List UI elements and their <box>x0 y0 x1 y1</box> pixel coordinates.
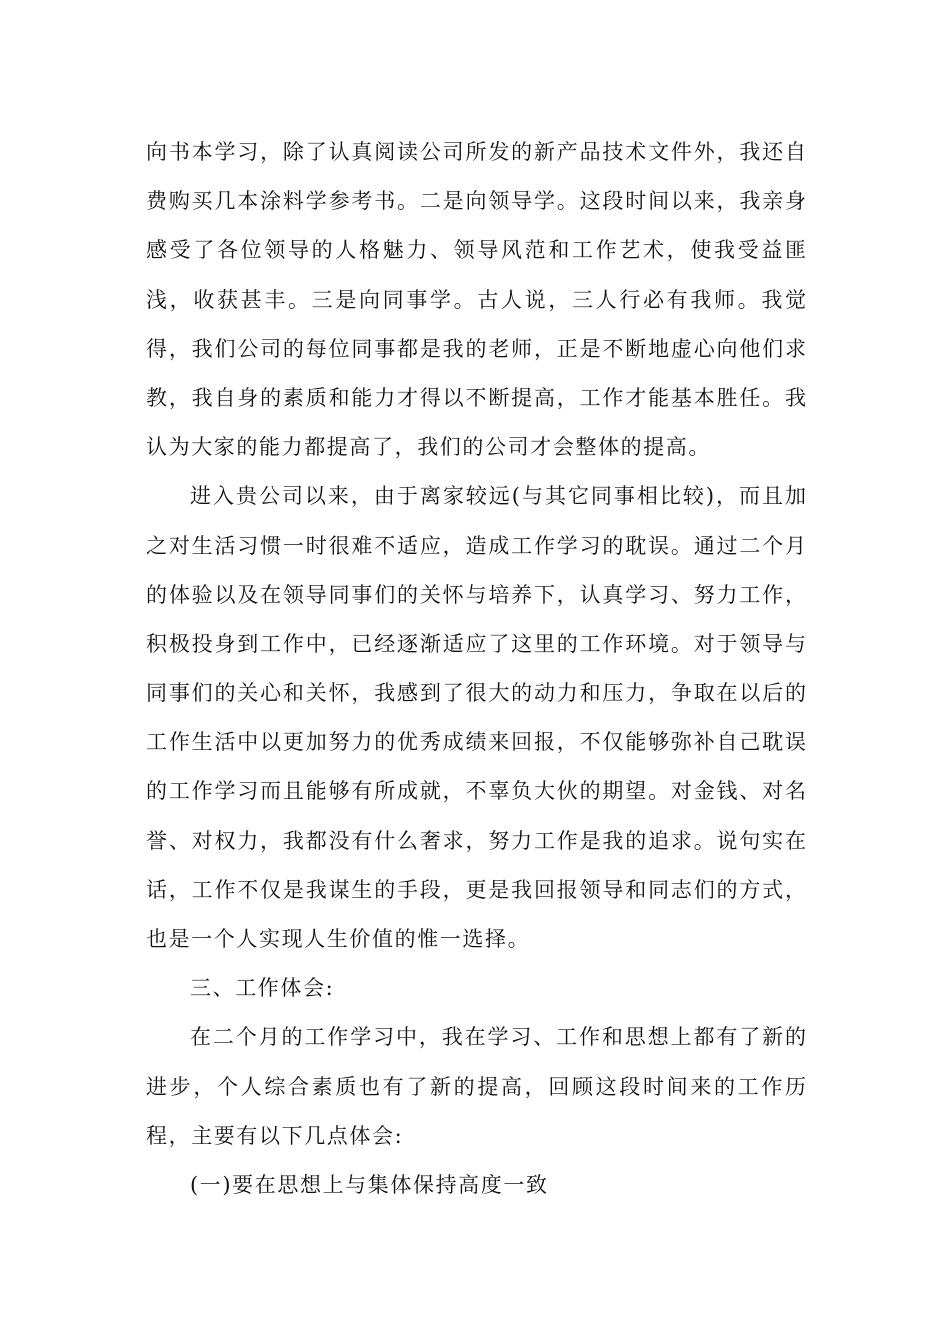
text-line: 程，主要有以下几点体会: <box>146 1123 404 1148</box>
text-line: 积极投身到工作中，已经逐渐适应了这里的工作环境。对于领导与 <box>146 631 806 656</box>
text-line: 也是一个人实现人生价值的惟一选择。 <box>146 927 531 951</box>
document-body <box>146 128 806 1210</box>
text-line: 浅，收获甚丰。三是向同事学。古人说，三人行必有我师。我觉 <box>146 287 806 312</box>
paragraph-first-line: 在二个月的工作学习中，我在学习、工作和思想上都有了新的 <box>190 1025 806 1050</box>
text-line: 工作生活中以更加努力的优秀成绩来回报，不仅能够弥补自己耽误 <box>146 730 806 755</box>
text-line: 的体验以及在领导同事们的关怀与培养下，认真学习、努力工作， <box>146 582 806 607</box>
text-line: 誉、对权力，我都没有什么奢求，努力工作是我的追求。说句实在 <box>146 828 806 853</box>
text-line: 的工作学习而且能够有所成就，不辜负大伙的期望。对金钱、对名 <box>146 779 806 804</box>
subsection-heading: (一)要在思想上与集体保持高度一致 <box>190 1172 549 1197</box>
text-line: 之对生活习惯一时很难不适应，造成工作学习的耽误。通过二个月 <box>146 533 806 558</box>
text-line: 得，我们公司的每位同事都是我的老师，正是不断地虚心向他们求 <box>146 336 806 361</box>
section-heading: 三、工作体会: <box>190 976 335 1001</box>
text-line: 向书本学习，除了认真阅读公司所发的新产品技术文件外，我还自 <box>146 140 806 164</box>
text-line: 认为大家的能力都提高了，我们的公司才会整体的提高。 <box>146 435 711 460</box>
text-line: 话，工作不仅是我谋生的手段，更是我回报领导和同志们的方式， <box>146 877 806 902</box>
text-line: 费购买几本涂料学参考书。二是向领导学。这段时间以来，我亲身 <box>146 189 806 214</box>
text-line: 同事们的关心和关怀，我感到了很大的动力和压力，争取在以后的 <box>146 681 806 706</box>
paragraph-first-line: 进入贵公司以来，由于离家较远(与其它同事相比较)，而且加 <box>190 484 806 509</box>
text-line: 进步，个人综合素质也有了新的提高，回顾这段时间来的工作历 <box>146 1074 806 1099</box>
text-line: 教，我自身的素质和能力才得以不断提高，工作才能基本胜任。我 <box>146 385 806 410</box>
text-line: 感受了各位领导的人格魅力、领导风范和工作艺术，使我受益匪 <box>146 238 806 263</box>
